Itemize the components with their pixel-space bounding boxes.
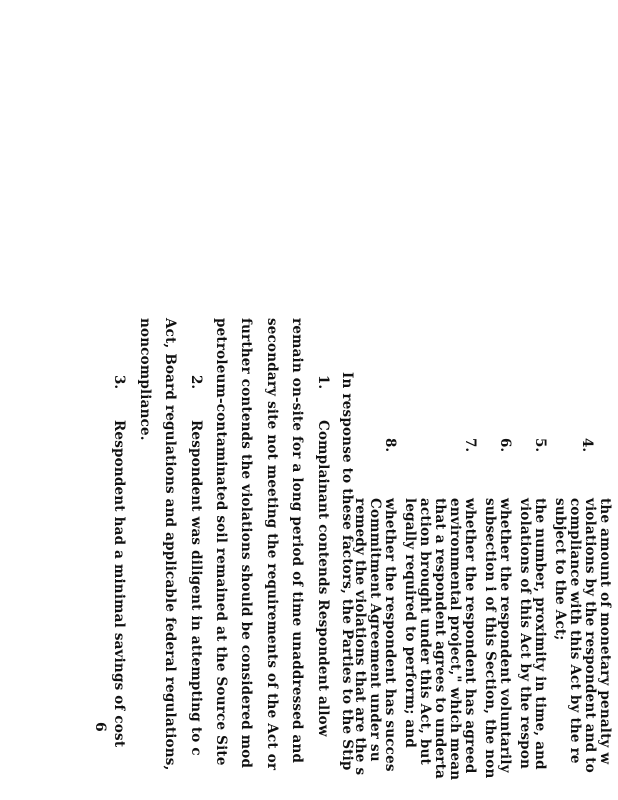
response-line: Complainant contends Respondent allow bbox=[315, 420, 331, 737]
page-number: 6 bbox=[92, 722, 108, 732]
factor-line: the amount of monetary penalty w bbox=[597, 498, 613, 765]
response-line: remain on-site for a long period of time unaddressed and bbox=[289, 318, 305, 764]
factor-number: 7. bbox=[462, 438, 478, 453]
factor-line: whether the respondent has succes bbox=[382, 498, 398, 772]
response-line: petroleum-contaminated soil remained at the Source Site bbox=[213, 318, 229, 766]
response-line: noncompliance. bbox=[137, 318, 153, 441]
factor-line: subsection i of this Section, the non bbox=[482, 498, 498, 779]
factor-line: environmental project," which mean bbox=[447, 498, 463, 781]
factor-line: that a respondent agrees to underta bbox=[432, 498, 448, 779]
factor-line: violations of this Act by the respon bbox=[517, 498, 533, 770]
response-number: 3. bbox=[111, 375, 127, 390]
factor-line: whether the respondent voluntarily bbox=[497, 498, 513, 773]
factor-line: remedy the violations that are the s bbox=[352, 498, 368, 776]
factor-line: legally required to perform; and bbox=[402, 498, 418, 749]
factor-line: whether the respondent has agreed bbox=[462, 498, 478, 774]
response-number: 2. bbox=[188, 375, 204, 390]
factor-line: compliance with this Act by the re bbox=[567, 498, 583, 764]
response-intro: In response to these factors, the Parties to the Stip bbox=[339, 372, 355, 771]
factor-number: 4. bbox=[579, 438, 595, 453]
response-line: Respondent had a minimal savings of cost bbox=[111, 420, 127, 748]
factor-number: 5. bbox=[532, 438, 548, 453]
response-line: Respondent was diligent in attempting to c bbox=[188, 420, 204, 756]
factor-line: action brought under this Act, but bbox=[417, 498, 433, 765]
factor-number: 8. bbox=[382, 438, 398, 453]
response-line: further contends the violations should be considered mod bbox=[238, 318, 254, 769]
factor-line: violations by the respondent and to bbox=[582, 498, 598, 773]
factor-line: the number, proximity in time, and bbox=[532, 498, 548, 770]
response-line: Act, Board regulations and applicable federal regulations, bbox=[162, 318, 178, 771]
factor-number: 6. bbox=[497, 438, 513, 453]
response-number: 1. bbox=[315, 375, 331, 390]
factor-line: subject to the Act; bbox=[552, 498, 568, 641]
factor-line: Commitment Agreement under su bbox=[367, 498, 383, 762]
response-line: secondary site not meeting the requirements of the Act or bbox=[264, 318, 280, 771]
